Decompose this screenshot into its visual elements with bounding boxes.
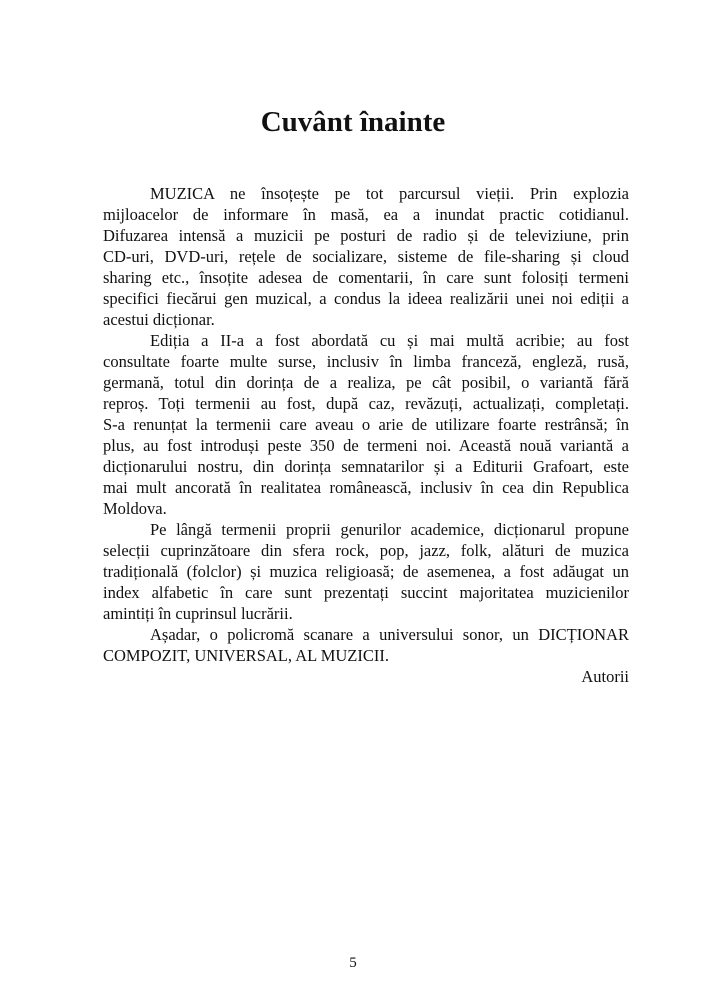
text-line: S-a renunțat la termenii care aveau o arie de utilizare foarte restrânsă; în: [103, 415, 629, 434]
text-line: mijloacelor de informare în masă, ea a inundat practic cotidianul.: [103, 205, 629, 224]
paragraph: [103, 183, 629, 330]
text-line: MUZICA ne însoțește pe tot parcursul vieții. Prin explozia: [150, 184, 629, 203]
page-number: 5: [349, 955, 357, 971]
text-line: germană, totul din dorința de a realiza, pe cât posibil, o variantă fără: [103, 373, 629, 392]
paragraph: [103, 330, 629, 519]
text-line: mai mult ancorată în realitatea românească, inclusiv în cea din Republica: [103, 478, 629, 497]
text-line: COMPOZIT, UNIVERSAL, AL MUZICII.: [103, 646, 389, 665]
text-line: dicționarului nostru, din dorința semnatarilor și a Editurii Grafoart, este: [103, 457, 629, 476]
text-line: index alfabetic în care sunt prezentați succint majoritatea muzicienilor: [103, 583, 629, 602]
text-line: specifici fiecărui gen muzical, a condus la ideea realizării unei noi ediții a: [103, 289, 629, 308]
signature: Autorii: [581, 667, 629, 686]
text-line: Moldova.: [103, 499, 167, 518]
text-line: plus, au fost introduși peste 350 de termeni noi. Această nouă variantă a: [103, 436, 629, 455]
text-line: Ediția a II-a a fost abordată cu și mai multă acribie; au fost: [150, 331, 629, 350]
text-line: reproș. Toți termenii au fost, după caz, revăzuți, actualizați, completați.: [103, 394, 629, 413]
paragraph: [103, 519, 629, 624]
text-line: Așadar, o policromă scanare a universului sonor, un DICȚIONAR: [150, 625, 629, 644]
text-line: CD-uri, DVD-uri, rețele de socializare, sisteme de file-sharing și cloud: [103, 247, 629, 266]
text-line: tradițională (folclor) și muzica religioasă; de asemenea, a fost adăugat un: [103, 562, 629, 581]
text-line: Pe lângă termenii proprii genurilor academice, dicționarul propune: [150, 520, 629, 539]
text-line: amintiți în cuprinsul lucrării.: [103, 604, 293, 623]
text-line: Difuzarea intensă a muzicii pe posturi de radio și de televiziune, prin: [103, 226, 629, 245]
foreword-body: [103, 183, 629, 687]
text-line: selecții cuprinzătoare din sfera rock, pop, jazz, folk, alături de muzica: [103, 541, 629, 560]
page-title: Cuvânt înainte: [260, 106, 446, 138]
text-line: sharing etc., însoțite adesea de comentarii, în care sunt folosiți termeni: [103, 268, 629, 287]
text-line: acestui dicționar.: [103, 310, 215, 329]
paragraph: [103, 624, 629, 666]
text-line: consultate foarte multe surse, inclusiv în limba franceză, engleză, rusă,: [103, 352, 629, 371]
